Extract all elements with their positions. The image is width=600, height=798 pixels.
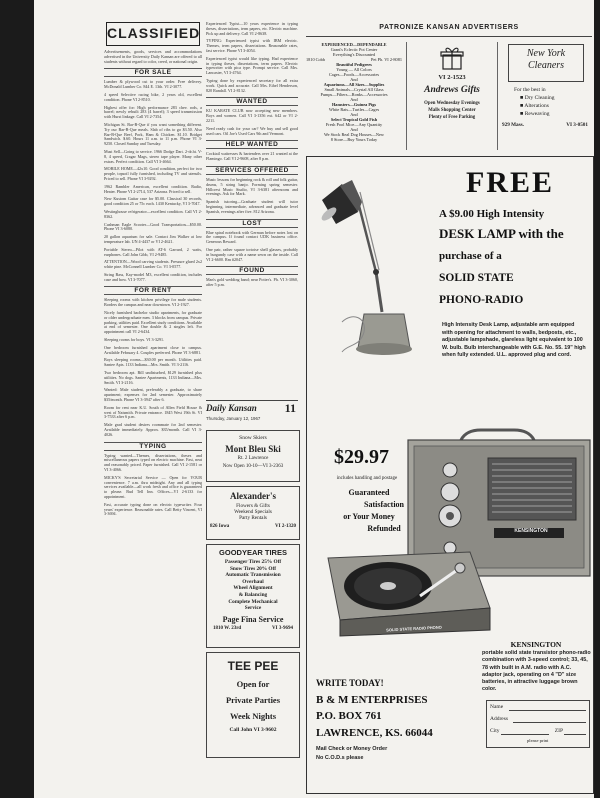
andrews-name: Andrews Gifts bbox=[424, 85, 480, 95]
pet-line-20: We Stock Real Dog Houses—New bbox=[323, 132, 385, 137]
free-line-5: PHONO-RADIO bbox=[439, 294, 524, 306]
classified-ad: Cocktail waitresses & bartenders over 21 wanted at the Flamingo. Call VI 2-9608, after 8 p.m. bbox=[206, 151, 298, 162]
company-box: P.O. BOX 761 bbox=[316, 710, 382, 722]
snow-skiers-hours: Now Open 10-10—VI 3-2363 bbox=[222, 464, 284, 469]
section-heading: FOUND bbox=[206, 266, 298, 275]
guarantee-1: Guaranteed bbox=[348, 488, 390, 497]
pet-line-2: Grant's Eclectic Pot Center bbox=[330, 47, 378, 52]
form-zip-line[interactable] bbox=[564, 734, 586, 735]
classified-ad: Cushman Eagle Scooter—Good Transportation—$50.00. Phone VI 3-6080. bbox=[104, 221, 202, 232]
classified-ad: Boys sleeping rooms—$30.00 per month. Utilities paid. Santee Apts. 1133 Indiana—Mrs. Smith. VI 3-2116. bbox=[104, 357, 202, 368]
snow-skiers-heading: Snow Skiers bbox=[239, 435, 267, 441]
alexanders-name: Alexander's bbox=[230, 491, 276, 501]
pet-line-17: Select Tropical Gold Fish bbox=[330, 117, 378, 122]
form-address-line[interactable] bbox=[513, 722, 586, 723]
masthead-rule bbox=[306, 36, 592, 37]
masthead: PATRONIZE KANSAN ADVERTISERS bbox=[379, 24, 519, 31]
price-note: includes handling and postage bbox=[336, 476, 398, 481]
classified-ad: ATTENTION—Wood carving students. Pressure glued 2x2 white pine. McConnell Lumber Co. VI 3-0577. bbox=[104, 259, 202, 270]
classified-ad: Blue spiral notebook with German before notes lost on the campus. If found contact UDK business office. Generous Reward. bbox=[206, 229, 298, 245]
goodyear-line-1: Passenger Tires 25% Off bbox=[224, 559, 282, 565]
classified-title: CLASSIFIED bbox=[106, 22, 200, 46]
bullet-icon: ■ bbox=[520, 103, 525, 109]
bullet-icon: ■ bbox=[520, 111, 525, 117]
alexanders-line-2: Weekend Specials bbox=[234, 509, 272, 515]
pet-line-13: And bbox=[350, 97, 358, 102]
classified-ad: One bedroom furnished apartment close to campus. Available February 4. Couples preferred. Phone VI 3-6881. bbox=[104, 344, 202, 355]
newspaper-page bbox=[34, 0, 594, 798]
classified-ad: MOBILE HOME—42x10. Good condition, perfect for two people, topsoil fully furnished, including TV and utensils. Priced to sell. Phone VI 3-9292. bbox=[104, 166, 202, 181]
cleaners-phone: VI 3-0501 bbox=[566, 122, 588, 128]
dateline-page: 11 bbox=[284, 401, 296, 415]
ad-pet-center bbox=[306, 42, 402, 150]
form-zip-label: ZIP bbox=[554, 728, 563, 734]
guarantee-3: or Your Money bbox=[343, 512, 395, 521]
goodyear-line-3: Automatic Transmission bbox=[225, 572, 281, 579]
company-name: B & M ENTERPRISES bbox=[316, 694, 428, 706]
dateline-name: Daily Kansan bbox=[206, 403, 257, 413]
classified-ad: Experienced Typist—10 years experience in typing theses, dissertations, term papers, etc. Electric machine. Pick up and delivery. Call VI 2-8638. bbox=[206, 22, 298, 36]
goodyear-title: GOODYEAR TIRES bbox=[219, 548, 287, 557]
tee-pee-title: TEE PEE bbox=[227, 659, 279, 673]
form-name-label: Name bbox=[490, 704, 504, 710]
classified-ad: Music lessons for beginning rock & roll and folk guitar, drums, 5 string banjo. Forming spring semester. Hillcrest Music Studio, VI 3-6381 afternoons and evenings. Ask for Mark. bbox=[206, 176, 298, 197]
tee-pee-line-2: Private Parties bbox=[225, 695, 281, 705]
classified-sections bbox=[104, 68, 202, 517]
alexanders-address: 826 Iowa bbox=[210, 524, 230, 529]
cleaners-name-2: Cleaners bbox=[527, 60, 565, 71]
free-line-1: A $9.00 High Intensity bbox=[439, 208, 545, 220]
classified-ad: Need ready cash for your car? We buy and sell good used cars. Oil Joe's Used Cars 9th and Vermont. bbox=[206, 125, 298, 136]
cleaners-intro: For the best in bbox=[514, 87, 546, 93]
kensington-description: portable solid state transistor phono-radio combination with 3-speed control; 33, 45, 78 with built in A.M. radio with A.C. adaptor jack, operating on 4 "D" size batteries, in attractive luggage brown color. bbox=[482, 650, 591, 693]
pet-phone: Pet Ph. VI 2-8081 bbox=[371, 57, 402, 62]
goodyear-station-name: Page Fina Service bbox=[222, 614, 284, 624]
free-heading: FREE bbox=[465, 166, 554, 199]
pet-line-12: Pumps—Filters—Ronks—Accessories bbox=[320, 92, 388, 97]
pet-line-14: Hamsters—Guinea Pigs bbox=[331, 102, 377, 107]
kensington-title: KENSINGTON bbox=[510, 640, 562, 649]
tee-pee-line-1: Open for bbox=[236, 679, 270, 689]
classified-intro: Advertisements, goods, services and accommodations advertised in the University Daily Kansan are offered to all students without regard to color, creed, or national origin. bbox=[104, 49, 202, 64]
order-form bbox=[486, 700, 590, 748]
andrews-phone: VI 2-1523 bbox=[438, 74, 466, 81]
free-line-3: purchase of a bbox=[439, 250, 502, 262]
desk-lamp-illustration bbox=[312, 162, 442, 372]
section-heading: SERVICES OFFERED bbox=[206, 166, 298, 175]
andrews-line-2: Malls Shopping Center bbox=[428, 108, 476, 113]
pet-line-3: Everything's Discounted bbox=[332, 52, 376, 57]
section-heading: HELP WANTED bbox=[206, 140, 298, 149]
goodyear-line-7: Complete Mechanical bbox=[228, 598, 278, 605]
pet-line-8: Cages—Foods—Accessories bbox=[328, 72, 380, 77]
form-city-label: City bbox=[490, 728, 500, 734]
ad-tee-pee bbox=[206, 652, 300, 758]
ad-ny-cleaners bbox=[500, 42, 592, 150]
cleaners-item-3: Reweaving bbox=[524, 111, 550, 117]
section-heading: FOR RENT bbox=[104, 286, 202, 295]
ad-goodyear bbox=[206, 544, 300, 648]
pet-line-18: Fresh Pool Mice—Any Quantity bbox=[325, 122, 383, 127]
snow-skiers-name: Mont Bleu Ski bbox=[225, 444, 281, 454]
cleaners-name-1: New York bbox=[526, 48, 566, 59]
classified-column bbox=[104, 22, 202, 794]
classified-ad: Sleeping rooms with kitchen privilege for male students. Borders the campus and near downtown. VI 2-1927. bbox=[104, 297, 202, 308]
classified-ad: Fast, accurate typing done on electric typewriter. Four years' experience. Reasonable rates. Call Betty Vincent, VI 3-3694. bbox=[104, 501, 202, 517]
classified-ad: 4 speed Selective racing bike, 2 years old, excellent condition. Phone VI 2-8510. bbox=[104, 91, 202, 102]
company-city: LAWRENCE, KS. 66044 bbox=[316, 727, 433, 739]
mail-note-2: No C.O.D.s please bbox=[316, 755, 364, 761]
pet-line-7: Young — All Colors bbox=[336, 67, 372, 72]
section-heading: WANTED bbox=[206, 97, 298, 106]
alexanders-line-1: Flowers & Gifts bbox=[236, 503, 270, 509]
pet-line-19: And bbox=[350, 127, 358, 132]
pet-line-6: Beautiful Pedigrees bbox=[336, 62, 372, 67]
dateline-date: Thursday, January 12, 1967 bbox=[206, 416, 261, 421]
ad-alexanders bbox=[206, 486, 300, 540]
ad-snow-skiers bbox=[206, 430, 300, 482]
write-today: WRITE TODAY! bbox=[316, 678, 384, 688]
free-line-4: SOLID STATE bbox=[439, 272, 514, 284]
goodyear-line-2: Snow Tires 20% Off bbox=[229, 565, 277, 572]
classified-ad: Portable Stereo—Pilot with AT-6 Garrard, 2 watts, earphones. Call John Gibb, VI 2-9485. bbox=[104, 246, 202, 257]
classified-ad: Spanish tutoring—Graduate student will tutor beginning, intermediate, advanced and graduate level Spanish, evenings after five. 812 Arizona. bbox=[206, 199, 298, 214]
form-print-note: please print bbox=[527, 738, 549, 743]
guarantee-2: Satisfaction bbox=[364, 500, 404, 509]
alexanders-line-3: Party Rentals bbox=[239, 515, 267, 521]
andrews-line-3: Plenty of Free Parking bbox=[428, 115, 476, 120]
classified-ad: Westinghouse refrigerator—excellent condition. Call VI 2-8362. bbox=[104, 208, 202, 219]
snow-skiers-address: Rt. 2 Lawrence bbox=[237, 456, 269, 461]
classified-ad: Nicely furnished bachelor studio apartments, for graduate or older undergraduate men. 3 blocks from campus. Private parking, utilities paid. Excellent study conditions. Available at end of semester. One double & 2 singles left. For appointment call VI 2-6434. bbox=[104, 310, 202, 335]
ad-andrews-gifts bbox=[406, 42, 498, 150]
pet-line-16: And bbox=[350, 112, 358, 117]
classified-ad: Lumber & plywood cut to your order. Free delivery. McDonald Lumber Co. 844 E. 13th. VI 2-3077. bbox=[104, 79, 202, 90]
classified-ad: 1962 Rambler American, excellent condition. Radio, Heater. Phone VI 2-2714, 537 Arizona. Priced to sell. bbox=[104, 183, 202, 194]
classified-ad: Male grad student desires roommate for 2nd semester. Available immediately. Approx. $35/month. Call VI 3-4026. bbox=[104, 422, 202, 437]
tee-pee-line-3: Week Nights bbox=[229, 711, 277, 721]
classified-ad: String Bass, Kay-model M3, excellent condition, includes case and bow. VI 3-7077. bbox=[104, 271, 202, 282]
pet-line-11: Small Animals—Crystal All Glass bbox=[324, 87, 384, 92]
gift-box-icon bbox=[438, 44, 466, 72]
lamp-description: High Intensity Desk Lamp, adjustable arm equipped with opening for attachment to walls, bedposts, etc., adjustable lampshade, glareless light equivalent to 100 W. bulb. Bulb interchangeable with G.E. No. 55. 19" high when fully extended. U.L. approved plug and cord. bbox=[442, 322, 586, 359]
pet-line-15: White Rats—Turtles—Cages bbox=[328, 107, 380, 112]
radio-brand: KENSINGTON bbox=[514, 528, 548, 534]
dateline bbox=[206, 400, 298, 427]
andrews-line-1: Open Wednesday Evenings bbox=[424, 101, 480, 106]
classified-ad: Michigan St. Bar-B-Que if you want something different. Try our Bar-B-Que meals. Slab of ribs to go $3.50. Also Bar-B-Que Beef, Pork, Ham & Chicken. $1.10. Bridget Sandwich. $.60. Hours 11 a.m. to 11 p.m. Phone VI 3-9250. Closed Sunday and Tuesday. bbox=[104, 121, 202, 147]
classified-ad: Room for rent near K.U. South of Allen Field House & west of Naismith. Private entrance. 1845 West 19th St. VI 3-7533 after 6 p.m. bbox=[104, 404, 202, 420]
section-heading: TYPING bbox=[104, 442, 202, 451]
mail-note-1: Mail Check or Money Order bbox=[316, 746, 388, 752]
pet-address: 1810 Cobb bbox=[306, 57, 325, 62]
free-line-2: DESK LAMP with the bbox=[439, 226, 564, 241]
goodyear-line-4: Overhaul bbox=[242, 578, 264, 585]
form-name-line[interactable] bbox=[509, 710, 586, 711]
cleaners-address: 929 Mass. bbox=[502, 122, 524, 128]
classified-ad: Highest offer for: High performance 283 chev. rods, a barrel; newly rebuilt 283 (4 barrel); 3 speed transmission with Hurst linkage. Call VI 2-7354. bbox=[104, 104, 202, 120]
goodyear-line-5: Wheel Alignment bbox=[233, 585, 273, 592]
classified-ad: Wanted: Male student, preferably a graduate, to share apartment; expenses for 2nd semester. Approximately $35/month. Phone VI 3-3947 after 6. bbox=[104, 387, 202, 403]
col2-sections bbox=[206, 97, 298, 288]
classified-ad: New Kustom Guitar case for $5.00. Classical 30 records, good condition 25 or 75c each. 1430 Kentucky, VI 3-7047. bbox=[104, 196, 202, 207]
cleaners-item-1: Dry Cleaning bbox=[524, 95, 555, 101]
phono-label: SOLID STATE RADIO PHONO bbox=[386, 624, 442, 633]
alexanders-phone: VI 2-1320 bbox=[275, 524, 296, 529]
goodyear-line-8: Service bbox=[244, 605, 262, 612]
classified-ad: Man's gold wedding band; near Potter's. Ph. VI 3-3060, after 5 p.m. bbox=[206, 277, 298, 288]
pet-line-10: Aquariums—All Sizes—Supplies bbox=[323, 82, 385, 87]
classified-column-2 bbox=[206, 22, 298, 428]
form-address-label: Address bbox=[490, 716, 509, 722]
goodyear-phone: VI 3-9694 bbox=[272, 625, 293, 631]
guarantee-4: Refunded bbox=[367, 524, 401, 533]
price: $29.97 bbox=[334, 446, 389, 468]
goodyear-address: 1810 W. 23rd bbox=[213, 625, 242, 631]
classified-ad: Typing wanted—Themes, dissertations, theses and miscellaneous papers typed on electric machine. Fast, neat and reasonably priced. Paper furnished. Call VI 2-1581 or VI 3-4066. bbox=[104, 452, 202, 472]
pet-line-9: And bbox=[350, 77, 358, 82]
section-heading: LOST bbox=[206, 219, 298, 228]
classified-ad: Sleeping rooms for boys. VI 3-3291. bbox=[104, 337, 165, 343]
classified-ad: KU KARATE CLUB now accepting new members. Boys and women. Call VI 3-1356 ext. 642 or VI 2-2211. bbox=[206, 108, 298, 123]
goodyear-line-6: & Balancing bbox=[238, 591, 268, 598]
pet-line-1: EXPERIENCED—DEPENDABLE bbox=[321, 42, 387, 47]
col2-top-ads bbox=[206, 22, 298, 93]
form-city-line[interactable] bbox=[501, 734, 549, 735]
pet-line-21: 8 Store—Buy Yours Today bbox=[330, 137, 378, 142]
classified-ad: Must Sell—Going to service. 1966 Dodge Dart. 2-dr.ht. V-8, 4 speed, Cragar Mags, stereo tape player. Many other extras. Perfect condition. Call VI 3-4664. bbox=[104, 148, 202, 164]
classified-ad: Typing done by experienced secretary for all extra work. Quick and accurate. Call Mrs. Ethel Henderson, 820 Randall. VI 2-8132. bbox=[206, 77, 298, 93]
cleaners-item-2: Alterations bbox=[524, 103, 549, 109]
classified-ad: Experienced typist would like typing. Had experience in typing theses, dissertations, term papers. Electric typewriter with pica type. Prompt service. Call Mrs. Lancaster, VI 3-4764. bbox=[206, 55, 298, 76]
tee-pee-phone: Call John VI 3-9602 bbox=[229, 727, 277, 733]
classified-ad: MICKY'S Secretarial Service — Open for YOUR convenience. 7 a.m. thru midnight. Any and all typing services available—all work fresh and office is guaranteed to please. Bud Tell Inn. Offices—VI 2-6133 for appointment. bbox=[104, 474, 202, 499]
classified-ad: Two bedroom apt. Bill undisturbed, $129 furnished plus utilities. No dogs. Santee Apartments, 1133 Indiana—Mrs. Smith. VI 3-2116. bbox=[104, 370, 202, 385]
classified-ad: TYPING: Experienced typist with IBM electric. Themes, term papers, dissertations. Reasonable rates, fast service. Phone VI 3-4054. bbox=[206, 38, 298, 53]
classified-ad: 20 gallon aquarium for sale. Contact Jim Walker at low temperature lab. UN 4-4437 or VI 2-4621. bbox=[104, 234, 202, 244]
bullet-icon: ■ bbox=[520, 95, 525, 101]
classified-ad: One pair, rather square tortoise shell glasses, probably in burgundy case with a name sewn on the inside. Call VI 2-6600. Rm #2047. bbox=[206, 246, 298, 262]
section-heading: FOR SALE bbox=[104, 68, 202, 77]
